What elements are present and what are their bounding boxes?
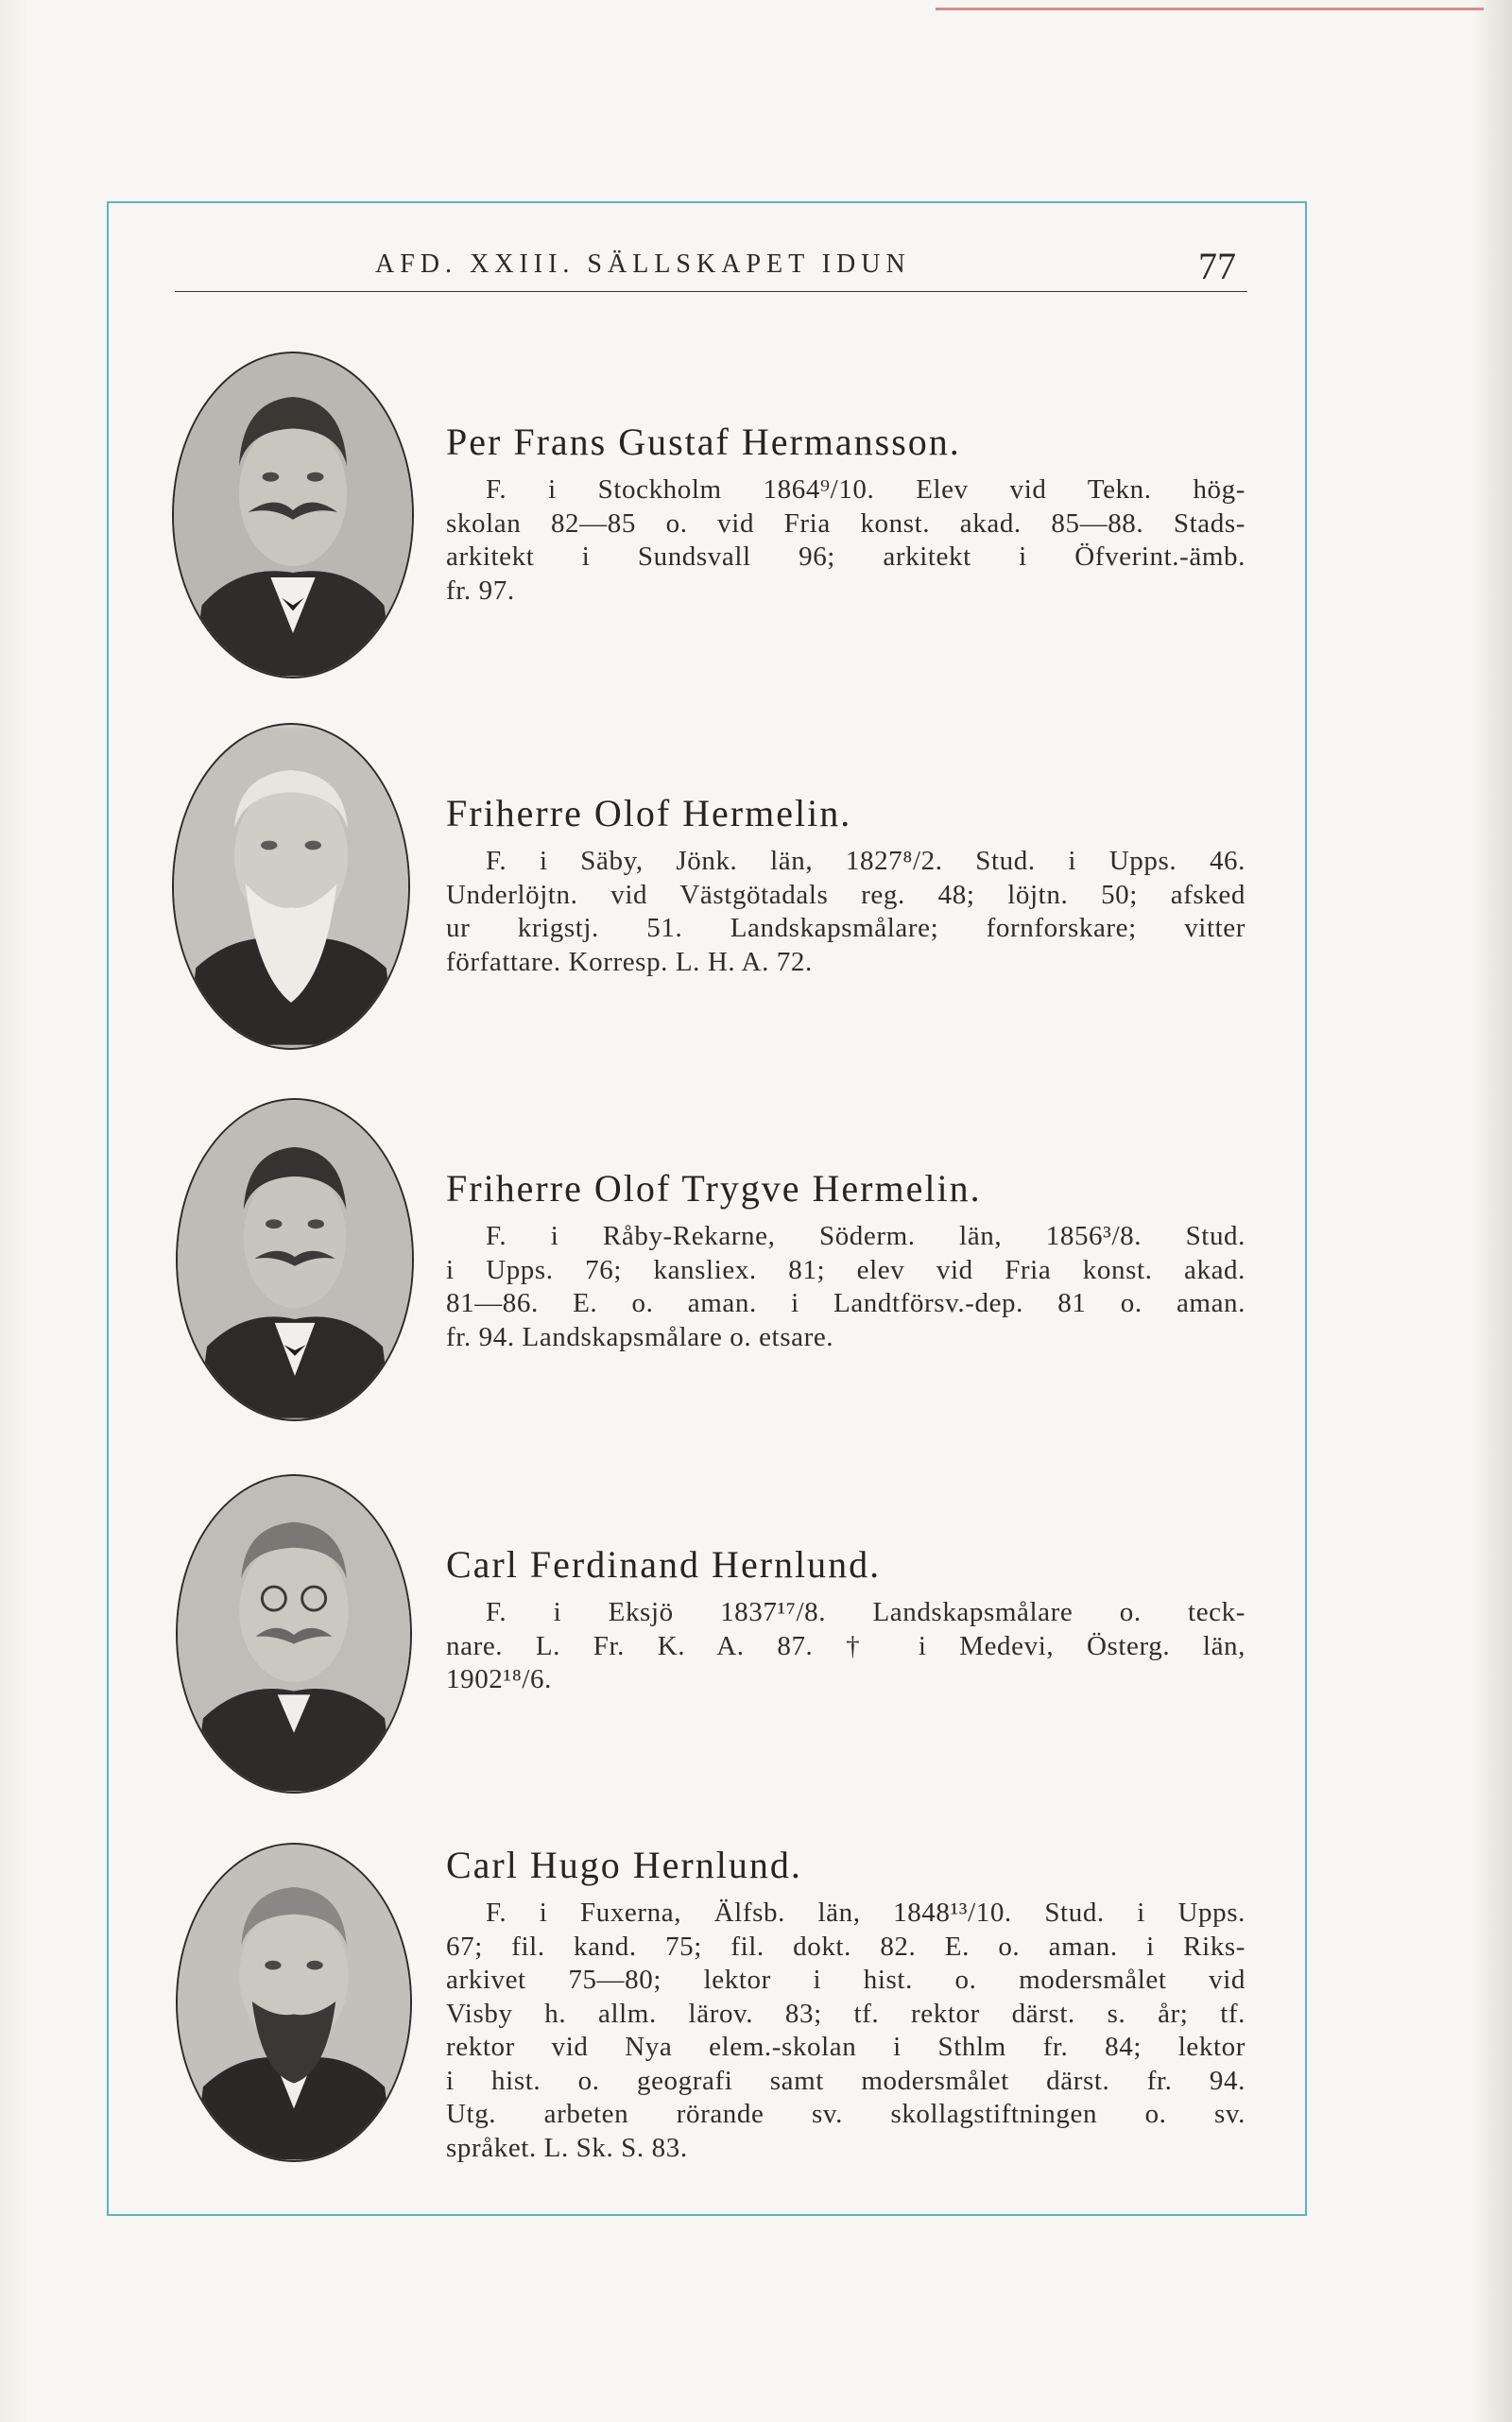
person-name: Carl Ferdinand Hernlund.	[446, 1543, 882, 1586]
portrait-carl-ferdinand-hernlund	[176, 1474, 412, 1794]
biography	[446, 473, 1246, 608]
top-edge-mark	[936, 8, 1484, 10]
bio-line: Underlöjtn. vid Västgötadals reg. 48; löjtn. 50; afsked	[446, 879, 1246, 910]
bio-line: F. i Säby, Jönk. län, 1827⁸/2. Stud. i Upps. 46.	[486, 846, 1246, 876]
portrait-hermansson	[172, 352, 414, 679]
bio-line: ur krigstj. 51. Landskapsmålare; fornforskare; vitter	[446, 913, 1246, 943]
bio-line: rektor vid Nya elem.-skolan i Sthlm fr. 84; lektor	[446, 2032, 1246, 2062]
bio-line: 67; fil. kand. 75; fil. dokt. 82. E. o. aman. i Riks-	[446, 1931, 1246, 1962]
bio-line: F. i Fuxerna, Älfsb. län, 1848¹³/10. Stud. i Upps.	[486, 1898, 1246, 1928]
portrait-illustration	[178, 1100, 412, 1419]
person-name: Friherre Olof Hermelin.	[446, 792, 852, 834]
entry-text	[446, 791, 1246, 979]
portrait-olof-trygve-hermelin	[176, 1098, 414, 1421]
person-name: Per Frans Gustaf Hermansson.	[446, 421, 961, 463]
biography	[446, 1596, 1246, 1697]
bio-line: fr. 97.	[446, 575, 515, 606]
running-title: AFD. XXIII. SÄLLSKAPET IDUN	[375, 249, 911, 279]
bio-line: arkivet 75—80; lektor i hist. o. modersmålet vid	[446, 1965, 1246, 1995]
biography	[446, 1897, 1246, 2165]
page-number: 77	[1198, 245, 1236, 287]
person-name: Carl Hugo Hernlund.	[446, 1844, 802, 1886]
bio-line: 81—86. E. o. aman. i Landtförsv.-dep. 81 o. aman.	[446, 1288, 1246, 1318]
entry-text	[446, 1542, 1246, 1697]
entry-text	[446, 420, 1246, 608]
bio-line: fr. 94. Landskapsmålare o. etsare.	[446, 1321, 834, 1352]
paper-edge-shadow	[1474, 0, 1512, 2422]
biography	[446, 1220, 1246, 1354]
portrait-carl-hugo-hernlund	[176, 1843, 412, 2162]
bio-line: arkitekt i Sundsvall 96; arkitekt i Öfverint.-ämb.	[446, 541, 1246, 572]
bio-line: skolan 82—85 o. vid Fria konst. akad. 85—88. Stads-	[446, 507, 1246, 539]
portrait-illustration	[174, 353, 412, 677]
portrait-illustration	[174, 725, 408, 1048]
entry-text	[446, 1166, 1246, 1354]
entry-olof-trygve-hermelin	[172, 1098, 1259, 1429]
biography	[446, 845, 1246, 979]
bio-line: 1902¹⁸/6.	[446, 1664, 553, 1694]
entry-carl-ferdinand-hernlund	[172, 1474, 1259, 1800]
entry-olof-hermelin	[172, 723, 1259, 1054]
bio-line: Utg. arbeten rörande sv. skollagstiftningen o. sv.	[446, 2099, 1246, 2129]
bio-line: F. i Stockholm 1864⁹/10. Elev vid Tekn. hög-	[486, 474, 1246, 505]
bio-line: Visby h. allm. lärov. 83; tf. rektor därst. s. år; tf.	[446, 1998, 1246, 2029]
bio-line: i Upps. 76; kansliex. 81; elev vid Fria konst. akad.	[446, 1254, 1246, 1285]
bio-line: F. i Råby-Rekarne, Söderm. län, 1856³/8. Stud.	[486, 1221, 1246, 1251]
portrait-illustration	[178, 1476, 410, 1792]
bio-line: språket. L. Sk. S. 83.	[446, 2132, 688, 2163]
bio-line: författare. Korresp. L. H. A. 72.	[446, 946, 813, 977]
portrait-olof-hermelin	[172, 723, 410, 1050]
page-header	[175, 244, 1247, 292]
bio-line: nare. L. Fr. K. A. 87. † i Medevi, Österg. län,	[446, 1630, 1246, 1661]
entry-carl-hugo-hernlund	[172, 1843, 1259, 2169]
bio-line: i hist. o. geografi samt modersmålet därst. fr. 94.	[446, 2065, 1246, 2096]
portrait-illustration	[178, 1845, 410, 2160]
bio-line: F. i Eksjö 1837¹⁷/8. Landskapsmålare o. teck-	[486, 1597, 1246, 1627]
entry-hermansson	[172, 352, 1259, 682]
entry-text	[446, 1843, 1246, 2165]
person-name: Friherre Olof Trygve Hermelin.	[446, 1167, 982, 1210]
